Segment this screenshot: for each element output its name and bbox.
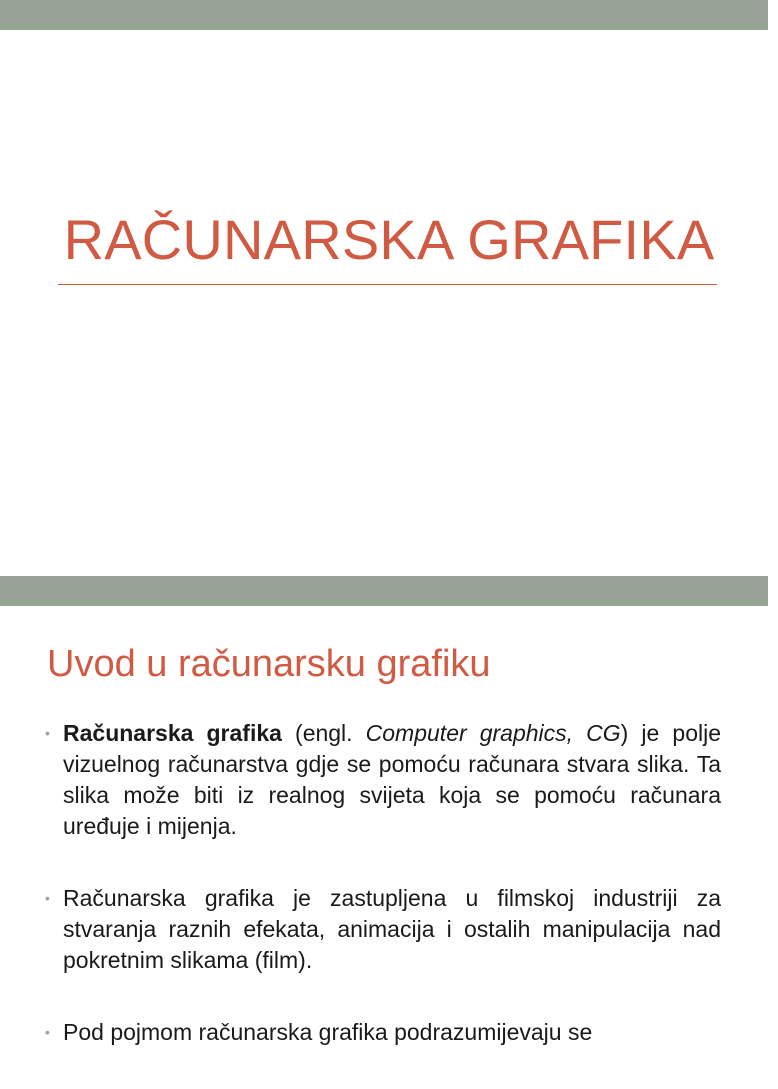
bullet-text: Pod pojmom računarska grafika podrazumijevaju se: [63, 1019, 593, 1045]
bullet-text-part: (engl.: [281, 720, 366, 746]
bullet-item: [45, 1017, 721, 1048]
bullet-item: [45, 883, 721, 976]
section-heading: Uvod u računarsku grafiku: [47, 643, 491, 685]
slide-title: RAČUNARSKA GRAFIKA: [63, 208, 715, 271]
slide-separator-band: [0, 576, 768, 606]
bullet-icon: •: [45, 725, 50, 741]
bullet-icon: •: [45, 1024, 50, 1040]
bullet-icon: •: [45, 890, 50, 906]
bullet-english-term: Computer graphics, CG: [365, 720, 621, 746]
bullet-item: [45, 718, 721, 842]
bullet-text-part: ) je polje vizuelnog računarstva gdje se pomoću računara stvara slika. Ta slika može biti iz realnog svijeta koja se pomoću računara uređuje i mijenja.: [63, 720, 721, 839]
bullet-list: [45, 718, 721, 1089]
top-header-band: [0, 0, 768, 30]
bullet-text: Računarska grafika je zastupljena u filmskoj industriji za stvaranja raznih efekata, animacija i ostalih manipulacija nad pokretnim slikama (film).: [63, 885, 721, 973]
bullet-term: Računarska grafika: [63, 720, 282, 746]
title-underline: [58, 284, 717, 285]
